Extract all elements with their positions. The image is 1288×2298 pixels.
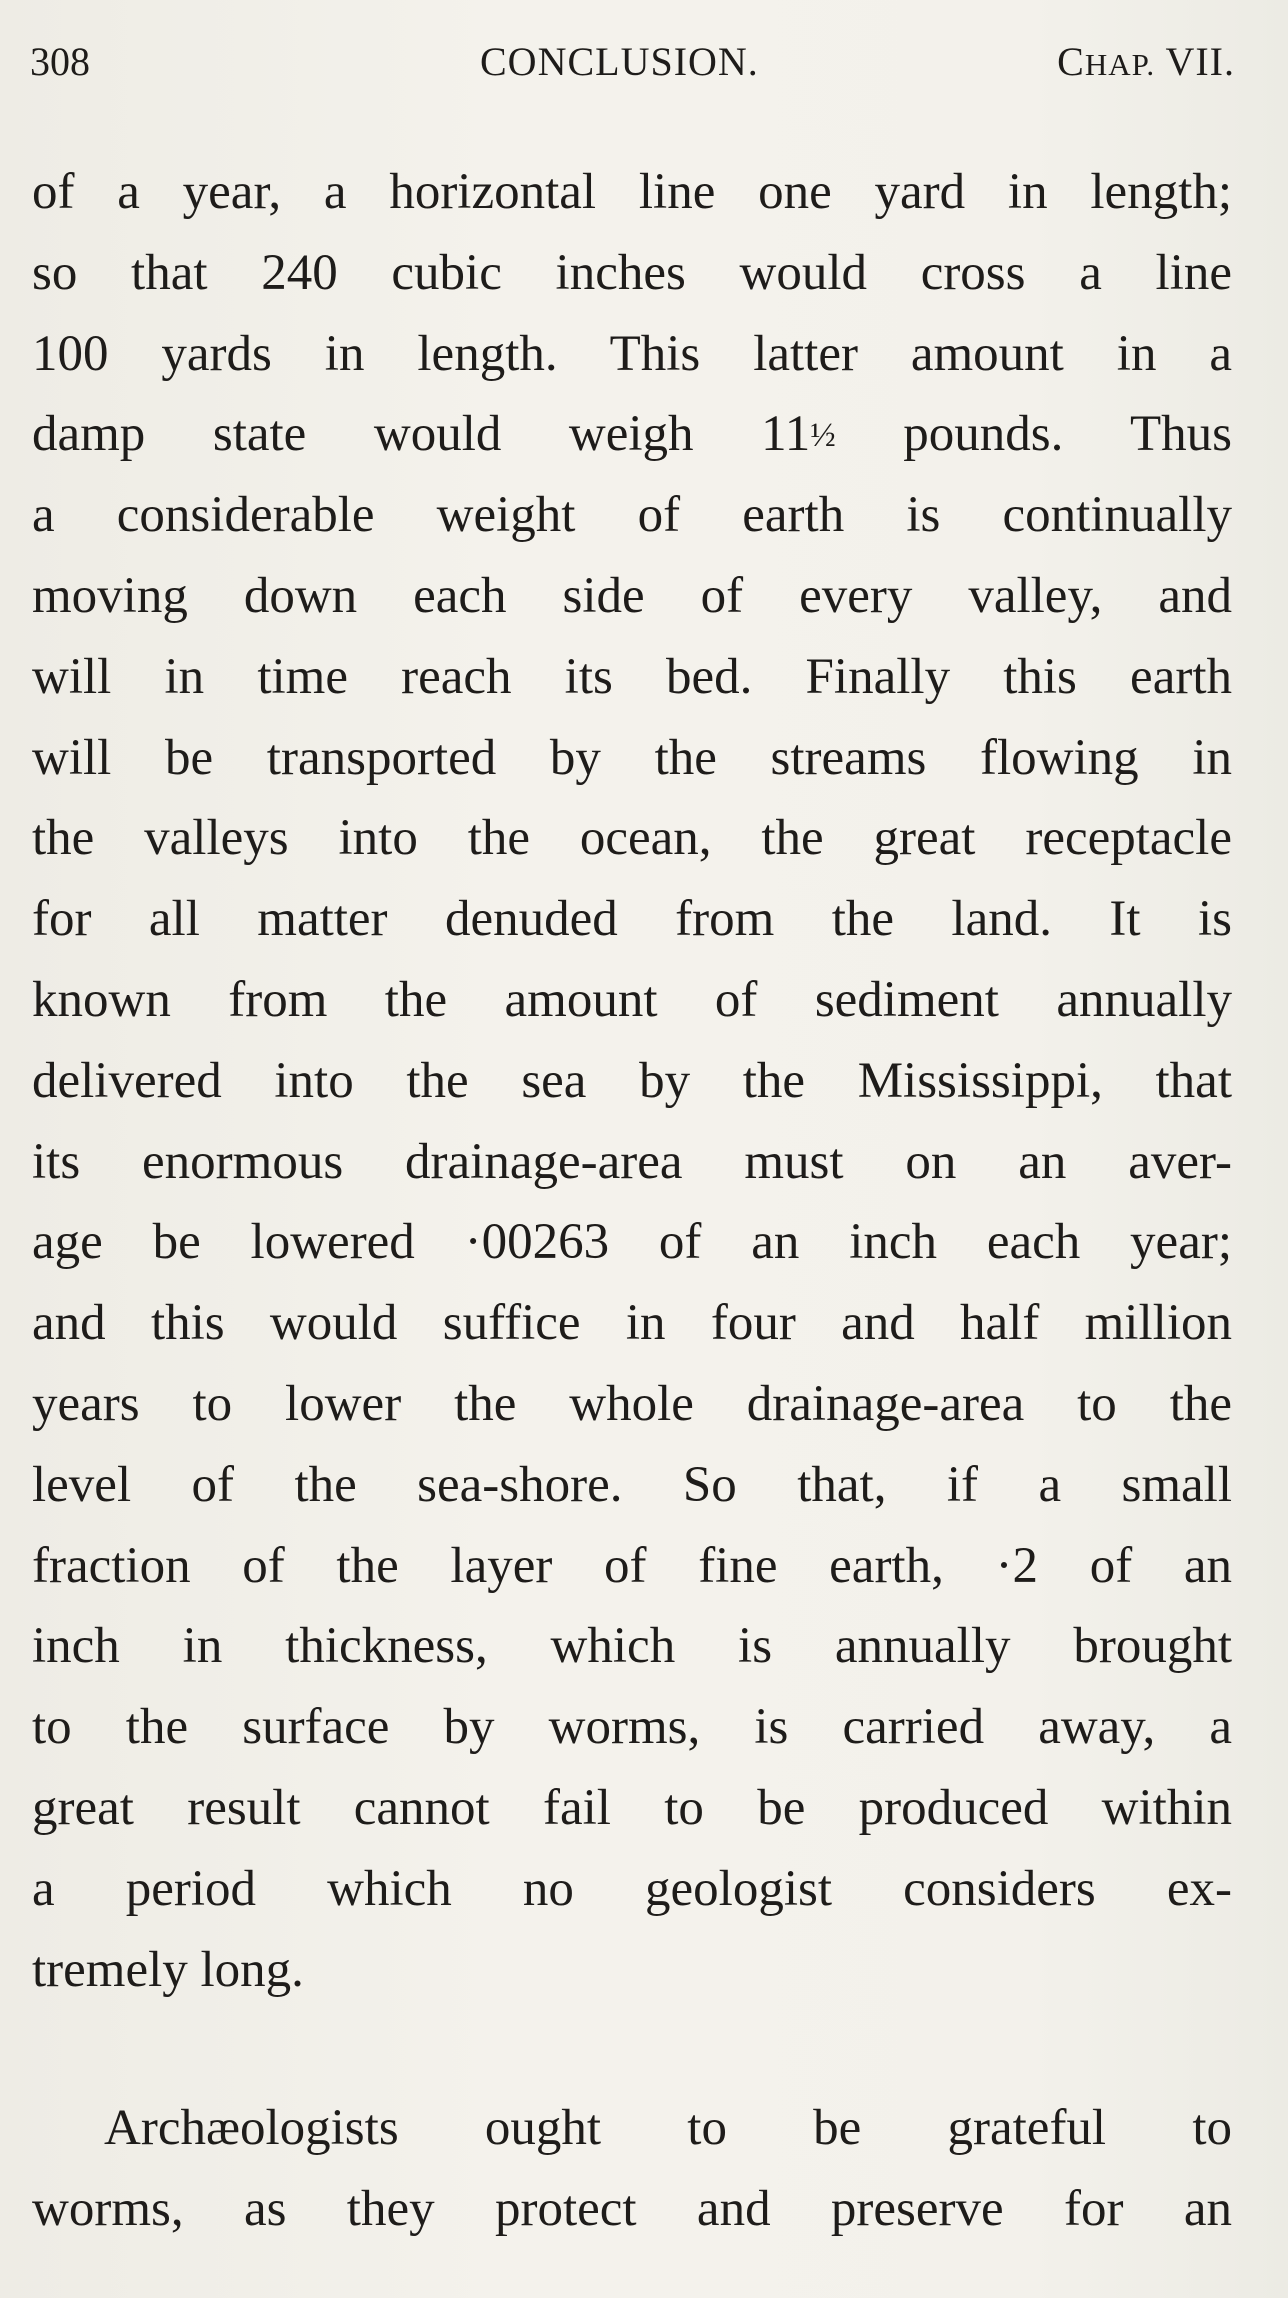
- text-line: to the surface by worms, is carried away, a: [32, 1699, 1232, 1756]
- text-line: 100 yards in length. This latter amount in a: [32, 325, 1232, 382]
- text-line: Archæologists ought to be grateful to: [104, 2100, 1232, 2157]
- text-line: age be lowered ·00263 of an inch each year;: [32, 1214, 1232, 1271]
- text-line: [32, 394, 1232, 475]
- text-line: fraction of the layer of fine earth, ·2 of an: [32, 1537, 1232, 1594]
- paragraph-gap: [32, 2010, 1232, 2088]
- text-line: will be transported by the streams flowing in: [32, 729, 1232, 786]
- text-line: worms, as they protect and preserve for an: [32, 2181, 1232, 2238]
- text-line: moving down each side of every valley, and: [32, 567, 1232, 624]
- running-title: CONCLUSION.: [480, 39, 759, 84]
- text-line: inch in thickness, which is annually brought: [32, 1618, 1232, 1675]
- text-line: for all matter denuded from the land. It is: [32, 891, 1232, 948]
- paragraph-1: [32, 152, 1232, 2010]
- text-line: great result cannot fail to be produced within: [32, 1779, 1232, 1836]
- text-line: the valleys into the ocean, the great receptacle: [32, 810, 1232, 867]
- page-number: 308: [30, 39, 90, 84]
- text-segment: pounds. Thus: [835, 406, 1232, 463]
- text-line: its enormous drainage-area must on an aver-: [32, 1133, 1232, 1190]
- text-line: tremely long.: [32, 1941, 304, 1998]
- chapter-label: [1057, 38, 1235, 85]
- text-line: of a year, a horizontal line one yard in length;: [32, 164, 1232, 220]
- text-line: a considerable weight of earth is continually: [32, 487, 1232, 544]
- text-line: years to lower the whole drainage-area to the: [32, 1375, 1232, 1432]
- body-text: [32, 152, 1232, 2250]
- text-line: and this would suffice in four and half million: [32, 1295, 1232, 1352]
- text-line: a period which no geologist considers ex-: [32, 1860, 1232, 1917]
- text-line: so that 240 cubic inches would cross a line: [32, 244, 1232, 301]
- page-header: [30, 38, 1235, 98]
- fraction-half: ½: [810, 417, 836, 455]
- text-line: will in time reach its bed. Finally this earth: [32, 648, 1232, 705]
- text-line: delivered into the sea by the Mississippi, that: [32, 1052, 1232, 1109]
- chapter-word: HAP.: [1084, 47, 1156, 82]
- paragraph-2: [32, 2088, 1232, 2250]
- chapter-number: VII.: [1165, 39, 1235, 84]
- text-segment: damp state would weigh 11: [32, 406, 811, 463]
- chapter-initial: C: [1057, 39, 1085, 84]
- text-line: known from the amount of sediment annually: [32, 971, 1232, 1028]
- text-line: level of the sea-shore. So that, if a small: [32, 1456, 1232, 1513]
